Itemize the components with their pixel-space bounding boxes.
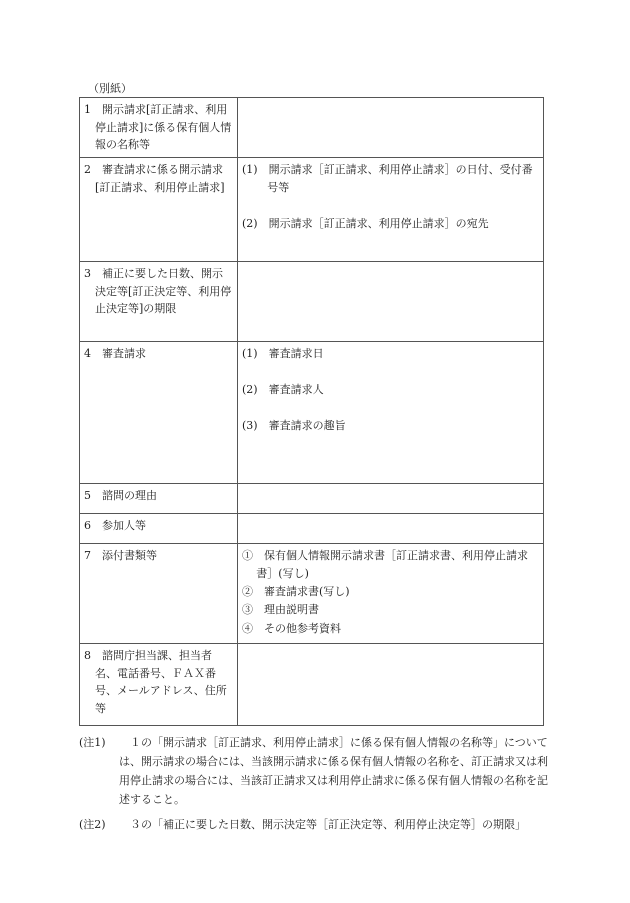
row-label: 3 補正に要した日数、開示決定等[訂正決定等、利用停止決定等]の期限 (84, 267, 232, 316)
row-label-cell (80, 644, 238, 726)
row-label: 2 審査請求に係る開示請求[訂正請求、利用停止請求] (84, 163, 225, 194)
row-label: 7 添付書類等 (84, 549, 157, 562)
table-row (80, 644, 544, 726)
list-item: (1) 開示請求［訂正請求、利用停止請求］の日付、受付番号等 (242, 163, 533, 195)
row-content-cell (238, 98, 544, 158)
page-label: （別紙） (88, 82, 132, 95)
list-item: ④ その他参考資料 (242, 621, 341, 635)
row-content-cell (238, 644, 544, 726)
row-label: 6 参加人等 (84, 519, 146, 532)
row-label-cell (80, 484, 238, 514)
note-mark: (注2) (79, 817, 106, 831)
form-table (79, 97, 544, 726)
note-2 (79, 816, 549, 835)
row-label-cell (80, 544, 238, 644)
list-item: ③ 理由説明書 (242, 603, 319, 617)
row-label: 1 開示請求[訂正請求、利用停止請求]に係る保有個人情報の名称等 (84, 103, 232, 152)
row-content-cell (238, 544, 544, 644)
notes (79, 734, 549, 841)
row-content-cell (238, 262, 544, 342)
table-row (80, 98, 544, 158)
row-label-cell (80, 262, 238, 342)
list-item: (1) 審査請求日 (242, 347, 324, 360)
row-label-cell (80, 158, 238, 262)
row-label-cell (80, 98, 238, 158)
table-row (80, 544, 544, 644)
table-row (80, 514, 544, 544)
row-content-cell (238, 484, 544, 514)
list-item: ② 審査請求書(写し) (242, 585, 350, 599)
table-row (80, 484, 544, 514)
row-content-cell (238, 158, 544, 262)
list-item: (2) 審査請求人 (242, 383, 324, 397)
note-1 (79, 734, 549, 810)
row-content-cell (238, 514, 544, 544)
row-label-cell (80, 514, 238, 544)
row-label: 8 諮問庁担当課、担当者名、電話番号、ＦＡＸ番号、メールアドレス、住所等 (84, 649, 227, 715)
row-label-cell (80, 342, 238, 484)
row-label: 4 審査請求 (84, 347, 146, 360)
list-item: (2) 開示請求［訂正請求、利用停止請求］の宛先 (242, 217, 489, 231)
note-mark: (注1) (79, 736, 106, 749)
table-row (80, 342, 544, 484)
note-text: ３の「補正に要した日数、開示決定等［訂正決定等、利用停止決定等］の期限」 (130, 817, 526, 831)
list-item: (3) 審査請求の趣旨 (242, 419, 346, 433)
row-label: 5 諮問の理由 (84, 489, 157, 502)
list-item: ① 保有個人情報開示請求書［訂正請求書、利用停止請求書］(写し) (242, 549, 528, 581)
table-row (80, 262, 544, 342)
note-text: １の「開示請求［訂正請求、利用停止請求］に係る保有個人情報の名称等」については、開示請求の場合には、当該開示請求に係る保有個人情報の名称を、訂正請求又は利用停止請求の場合には、当該訂正請求又は利用停止請求に係る保有個人情報の名称を記述すること。 (119, 736, 548, 806)
row-content-cell (238, 342, 544, 484)
table-row (80, 158, 544, 262)
